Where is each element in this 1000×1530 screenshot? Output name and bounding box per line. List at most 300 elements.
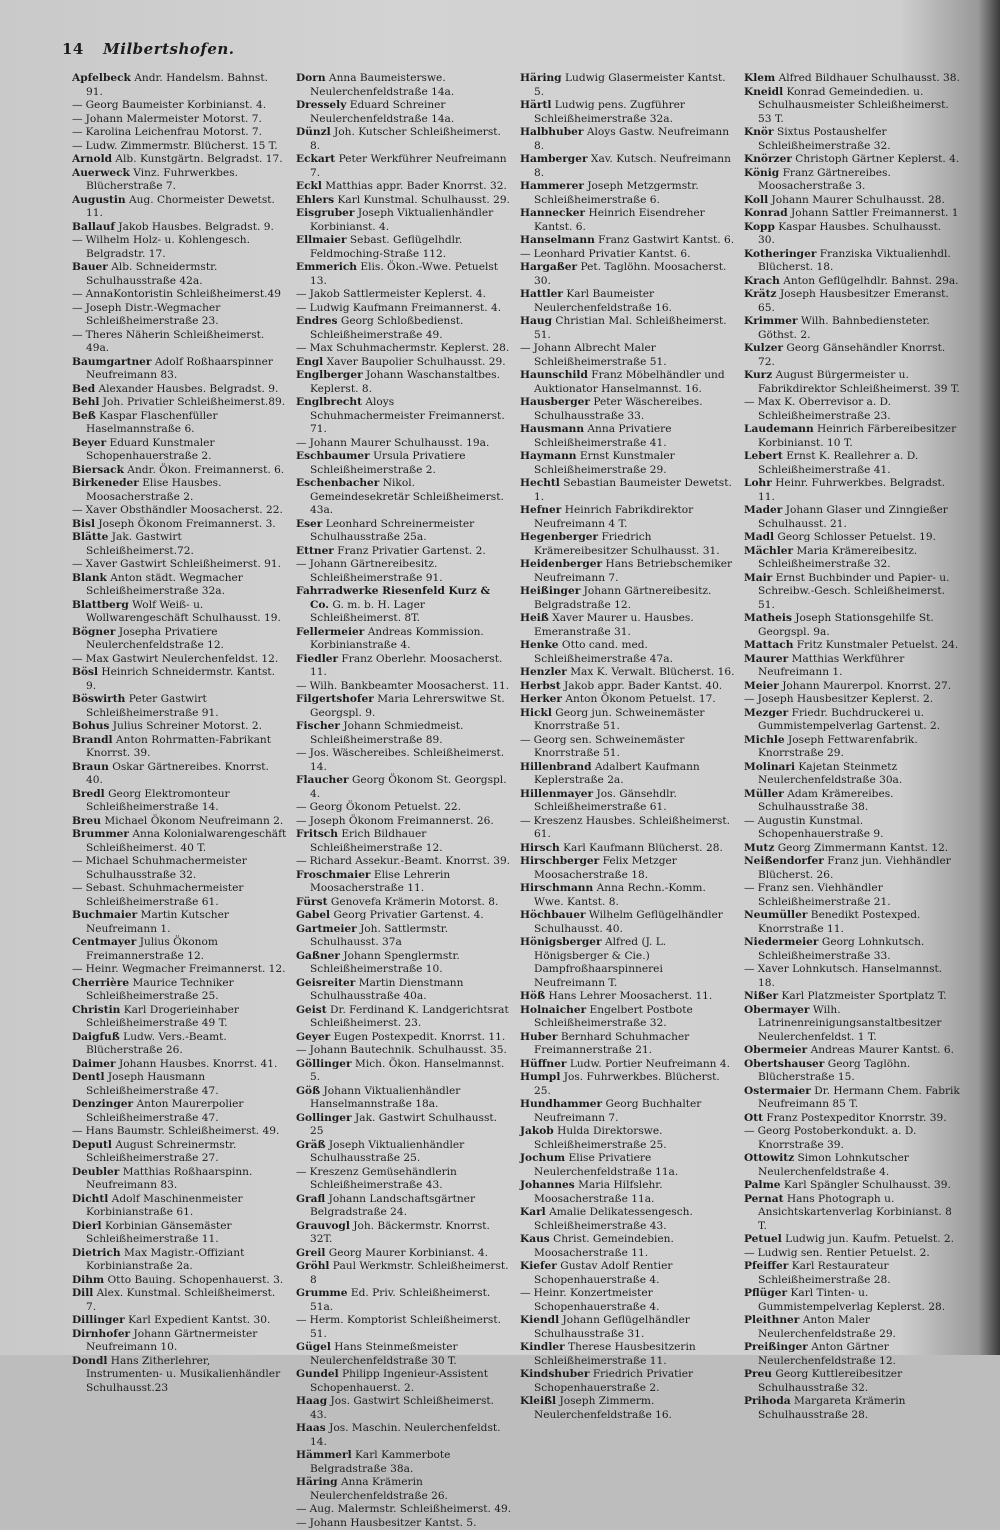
directory-entry [744, 126, 960, 153]
directory-entry [744, 788, 960, 815]
entry-surname: Dietrich [72, 1247, 121, 1259]
entry-surname: Dihm [72, 1274, 104, 1286]
entry-surname: Dünzl [296, 126, 331, 138]
directory-entry [296, 1004, 512, 1031]
entry-surname: Dondl [72, 1355, 107, 1367]
directory-entry [744, 1193, 960, 1234]
directory-entry [72, 261, 288, 288]
directory-entry [296, 680, 512, 694]
directory-entry [72, 788, 288, 815]
directory-entry [520, 234, 736, 248]
directory-entry [744, 504, 960, 531]
directory-entry [520, 288, 736, 315]
directory-entry [296, 923, 512, 950]
repeat-name-dash: — [520, 342, 531, 354]
entry-details: Georg jun. Schweinemäster Knorrstraße 51. [534, 707, 704, 733]
entry-surname: Lebert [744, 450, 783, 462]
entry-details: Mich. Ökon. Hanselmannst. 5. [310, 1058, 504, 1084]
entry-details: Oskar Gärtnereibes. Knorrst. 40. [86, 761, 269, 787]
entry-surname: Huber [520, 1031, 557, 1043]
entry-surname: Hundhammer [520, 1098, 602, 1110]
entry-surname: Gollinger [296, 1112, 352, 1124]
entry-details: Elise Hausbes. Moosacherstraße 2. [86, 477, 221, 503]
entry-details: Georg Zimmermann Kantst. 12. [778, 842, 948, 854]
entry-details: Wilh. Bahnbediensteter. Göthst. 2. [758, 315, 930, 341]
entry-surname: Kiefer [520, 1260, 557, 1272]
repeat-name-dash: — [296, 288, 307, 300]
directory-entry [296, 1112, 512, 1139]
entry-surname: Göllinger [296, 1058, 352, 1070]
entry-details: Xaver Maurer u. Hausbes. Emeranstraße 31. [534, 612, 694, 638]
entry-details: Johann Hausbesitzer Kantst. 5. [310, 1517, 477, 1529]
entry-details: Jos. Maschin. Neulerchenfeldst. 14. [310, 1422, 501, 1448]
directory-entry [744, 531, 960, 545]
directory-entry [744, 315, 960, 342]
entry-details: Elise Lehrerin Moosacherstraße 11. [310, 869, 450, 895]
entry-details: Anton Maler Neulerchenfeldstraße 29. [758, 1314, 896, 1340]
entry-details: Franz jun. Viehhändler Blücherst. 26. [758, 855, 951, 881]
entry-details: Joh. Privatier Schleißheimerst.89. [103, 396, 285, 408]
directory-entry [520, 504, 736, 531]
directory-entry [744, 1125, 960, 1152]
repeat-name-dash: — [520, 248, 531, 260]
directory-entry [520, 1125, 736, 1152]
entry-details: Richard Assekur.-Beamt. Knorrst. 39. [310, 855, 510, 867]
entry-details: Heinr. Fuhrwerkbes. Belgradst. 11. [758, 477, 945, 503]
directory-entry [296, 153, 512, 180]
directory-entry [72, 1314, 288, 1328]
entry-surname: Kindshuber [520, 1368, 589, 1380]
entry-details: Johann Spenglermstr. Schleißheimerstraße 10. [310, 950, 460, 976]
entry-surname: Englbrecht [296, 396, 362, 408]
entry-details: Joseph Fettwarenfabrik. Knorrstraße 29. [758, 734, 918, 760]
entry-details: Therese Hausbesitzerin Schleißheimerstraße 11. [534, 1341, 696, 1367]
entry-surname: Heidenberger [520, 558, 602, 570]
entry-details: Kreszenz Hausbes. Schleißheimerst. 61. [534, 815, 730, 841]
directory-entry [72, 936, 288, 963]
directory-entry [296, 518, 512, 545]
directory-entry [744, 1395, 960, 1422]
entry-details: Georg Maurer Korbinianst. 4. [329, 1247, 488, 1259]
entry-surname: Bredl [72, 788, 105, 800]
entry-details: Joseph Viktualienhändler Schulhausstraße 25. [310, 1139, 464, 1165]
entry-surname: Hefner [520, 504, 561, 516]
entry-surname: Grumme [296, 1287, 348, 1299]
entry-surname: Konrad [744, 207, 788, 219]
entry-surname: Hirschmann [520, 882, 593, 894]
entry-details: Eduard Schreiner Neulerchenfeldstraße 14a. [310, 99, 454, 125]
entry-surname: Pleithner [744, 1314, 799, 1326]
entry-details: Erich Bildhauer Schleißheimerstraße 12. [310, 828, 443, 854]
entry-details: Korbinian Gänsemäster Schleißheimerstraße 11. [86, 1220, 232, 1246]
directory-entry [296, 855, 512, 869]
entry-details: Franz Möbelhändler und Auktionator Hanselmannst. 16. [534, 369, 725, 395]
repeat-name-dash: — [296, 680, 307, 692]
entry-surname: Biersack [72, 464, 124, 476]
column-1 [72, 72, 288, 1342]
directory-entry [296, 207, 512, 234]
repeat-name-dash: — [72, 653, 83, 665]
entry-details: Adalbert Kaufmann Keplerstraße 2a. [534, 761, 700, 787]
directory-entry [72, 1193, 288, 1220]
entry-details: Andr. Ökon. Freimannerst. 6. [127, 464, 284, 476]
entry-details: Friedrich Krämereibesitzer Schulhausst. 31. [534, 531, 720, 557]
directory-entry [296, 747, 512, 774]
directory-entry [744, 396, 960, 423]
entry-details: Friedrich Privatier Schopenhauerstraße 2. [534, 1368, 693, 1394]
entry-details: Karl Tinten- u. Gummistempelverlag Keplerst. 28. [758, 1287, 945, 1313]
entry-details: Karl Kunstmal. Schulhausst. 29. [337, 194, 509, 206]
repeat-name-dash: — [72, 113, 83, 125]
repeat-name-dash: — [744, 815, 755, 827]
directory-entry [72, 464, 288, 478]
entry-details: Karl Spängler Schulhausst. 39. [784, 1179, 951, 1191]
directory-entry [744, 963, 960, 990]
entry-surname: Matheis [744, 612, 792, 624]
directory-entry [296, 1517, 512, 1530]
entry-details: Franz sen. Viehhändler Schleißheimerstraße 21. [758, 882, 891, 908]
repeat-name-dash: — [744, 396, 755, 408]
entry-surname: Eser [296, 518, 322, 530]
directory-entry [744, 288, 960, 315]
entry-surname: Eisgruber [296, 207, 354, 219]
directory-entry [744, 572, 960, 613]
repeat-name-dash: — [296, 801, 307, 813]
entry-surname: Denzinger [72, 1098, 133, 1110]
entry-details: Karl Kaufmann Blücherst. 28. [563, 842, 723, 854]
directory-entry [296, 1139, 512, 1166]
entry-details: Hans Lehrer Moosacherst. 11. [549, 990, 713, 1002]
entry-details: Xaver Baupolier Schulhausst. 29. [327, 356, 506, 368]
entry-surname: Maurer [744, 653, 788, 665]
entry-details: Aloys Schuhmachermeister Freimannerst. 71. [310, 396, 505, 435]
entry-surname: Prihoda [744, 1395, 791, 1407]
repeat-name-dash: — [296, 342, 307, 354]
entry-details: Karl Expedient Kantst. 30. [128, 1314, 270, 1326]
entry-surname: Gröhl [296, 1260, 329, 1272]
directory-entry [744, 207, 960, 221]
directory-entry [520, 788, 736, 815]
entry-details: Joseph Metzgermstr. Schleißheimerstraße 6. [534, 180, 699, 206]
directory-entry [520, 680, 736, 694]
entry-details: Jak. Gastwirt Schulhausst. 25 [310, 1112, 497, 1138]
entry-surname: Haymann [520, 450, 577, 462]
entry-details: Ludw. Vers.-Beamt. Blücherstraße 26. [86, 1031, 227, 1057]
repeat-name-dash: — [72, 1125, 83, 1137]
directory-entry [296, 720, 512, 747]
entry-details: Jos. Gastwirt Schleißheimerst. 43. [310, 1395, 494, 1421]
entry-surname: Haunschild [520, 369, 588, 381]
entry-details: Kaspar Hausbes. Schulhausst. 30. [758, 221, 941, 247]
directory-entry [296, 801, 512, 815]
entry-details: Paul Werkmstr. Schleißheimerst. 8 [310, 1260, 509, 1286]
entry-details: Pet. Taglöhn. Moosacherst. 30. [534, 261, 726, 287]
repeat-name-dash: — [296, 1166, 307, 1178]
directory-entry [744, 1085, 960, 1112]
entry-surname: Eschenbacher [296, 477, 379, 489]
entry-details: Ludwig Kaufmann Freimannerst. 4. [310, 302, 502, 314]
directory-entry [744, 1044, 960, 1058]
repeat-name-dash: — [744, 1247, 755, 1259]
directory-entry [72, 558, 288, 572]
entry-details: Anton städt. Wegmacher Schleißheimerstraße 32a. [86, 572, 243, 598]
entry-surname: Daigfuß [72, 1031, 120, 1043]
entry-surname: Eckart [296, 153, 335, 165]
entry-details: Jak. Gastwirt Schleißheimerst.72. [86, 531, 194, 557]
repeat-name-dash: — [72, 329, 83, 341]
entry-surname: Hüffner [520, 1058, 566, 1070]
entry-surname: Behl [72, 396, 99, 408]
entry-surname: Mader [744, 504, 782, 516]
entry-surname: Ballauf [72, 221, 115, 233]
directory-entry [520, 936, 736, 990]
directory-entry [520, 126, 736, 153]
entry-details: Johann Bautechnik. Schulhausst. 35. [310, 1044, 507, 1056]
entry-details: Julius Schreiner Motorst. 2. [113, 720, 262, 732]
directory-entry [72, 72, 288, 99]
entry-surname: Hickl [520, 707, 552, 719]
repeat-name-dash: — [744, 882, 755, 894]
entry-details: Peter Wäschereibes. Schulhausstraße 33. [534, 396, 703, 422]
entry-surname: Engl [296, 356, 323, 368]
entry-surname: Kneidl [744, 86, 783, 98]
directory-entry [744, 545, 960, 572]
entry-details: Jos. Gänsehdlr. Schleißheimerstraße 61. [534, 788, 677, 814]
entry-details: Adolf Maschinenmeister Korbinianstraße 61. [86, 1193, 243, 1219]
entry-surname: Pernat [744, 1193, 783, 1205]
directory-entry [520, 761, 736, 788]
entry-surname: König [744, 167, 779, 179]
entry-details: Max Magistr.-Offiziant Korbinianstraße 2a. [86, 1247, 244, 1273]
entry-surname: Hechtl [520, 477, 560, 489]
directory-entry [72, 572, 288, 599]
entry-details: Martin Kutscher Neufreimann 1. [86, 909, 229, 935]
entry-details: Anton Geflügelhdlr. Bahnst. 29a. [783, 275, 958, 287]
entry-details: Amalie Delikatessengesch. Schleißheimerstraße 43. [534, 1206, 693, 1232]
entry-surname: Greil [296, 1247, 325, 1259]
entry-details: Kaspar Flaschenfüller Haselmannstraße 6. [86, 410, 218, 436]
entry-surname: Laudemann [744, 423, 814, 435]
directory-entry [72, 1031, 288, 1058]
directory-entry [520, 585, 736, 612]
entry-surname: Ellmaier [296, 234, 347, 246]
directory-entry [520, 1368, 736, 1395]
entry-surname: Bohus [72, 720, 109, 732]
entry-details: Michael Ökonom Neufreimann 2. [104, 815, 283, 827]
entry-surname: Henke [520, 639, 559, 651]
directory-entry [72, 761, 288, 788]
directory-entry [296, 315, 512, 342]
entry-surname: Henzler [520, 666, 567, 678]
page-place-title: Milbertshofen. [103, 40, 234, 58]
entry-details: Felix Metzger Moosacherstraße 18. [534, 855, 677, 881]
directory-entry [744, 248, 960, 275]
entry-surname: Beyer [72, 437, 106, 449]
directory-entry [72, 977, 288, 1004]
entry-details: Matthias appr. Bader Knorrst. 32. [325, 180, 507, 192]
directory-entry [744, 167, 960, 194]
entry-details: Leonhard Privatier Kantst. 6. [534, 248, 691, 260]
directory-entry [520, 248, 736, 262]
directory-entry [744, 1247, 960, 1261]
entry-surname: Mächler [744, 545, 793, 557]
directory-entry [72, 302, 288, 329]
entry-details: Karl Baumeister Neulerchenfeldstraße 16. [534, 288, 672, 314]
entry-details: Joh. Kutscher Schleißheimerst. 8. [310, 126, 501, 152]
entry-surname: Preu [744, 1368, 772, 1380]
entry-surname: Müller [744, 788, 784, 800]
entry-details: Sebast. Schuhmachermeister Schleißheimerstraße 61. [86, 882, 244, 908]
repeat-name-dash: — [296, 747, 307, 759]
directory-entry [72, 1328, 288, 1355]
repeat-name-dash: — [72, 558, 83, 570]
entry-details: Heinr. Wegmacher Freimannerst. 12. [86, 963, 286, 975]
directory-entry [744, 1341, 960, 1368]
repeat-name-dash: — [520, 815, 531, 827]
directory-entry [72, 383, 288, 397]
entry-surname: Krach [744, 275, 780, 287]
directory-entry [520, 180, 736, 207]
directory-columns [72, 72, 962, 1342]
directory-entry [72, 356, 288, 383]
directory-entry [296, 1503, 512, 1517]
book-spine-edge [978, 0, 1000, 1355]
entry-surname: Herker [520, 693, 562, 705]
directory-entry [744, 342, 960, 369]
entry-details: Andreas Kommission. Korbinianstraße 4. [310, 626, 484, 652]
entry-surname: Humpl [520, 1071, 560, 1083]
directory-entry [744, 450, 960, 477]
directory-entry [520, 693, 736, 707]
entry-details: Alb. Kunstgärtn. Belgradst. 17. [115, 153, 282, 165]
directory-entry [520, 612, 736, 639]
entry-details: Joseph Distr.-Wegmacher Schleißheimerstraße 23. [86, 302, 221, 328]
directory-entry [520, 707, 736, 734]
entry-details: Johann Gärtnereibesitz. Schleißheimerstraße 91. [310, 558, 443, 584]
entry-details: Joh. Sattlermstr. Schulhausst. 37a [310, 923, 448, 949]
entry-surname: Hillenmayer [520, 788, 593, 800]
entry-surname: Grafl [296, 1193, 325, 1205]
entry-surname: Neumüller [744, 909, 807, 921]
entry-surname: Jochum [520, 1152, 565, 1164]
entry-surname: Häring [296, 1476, 338, 1488]
entry-details: Joh. Bäckermstr. Knorrst. 32T. [310, 1220, 490, 1246]
directory-entry [296, 288, 512, 302]
entry-details: Georg Lohnkutsch. Schleißheimerstraße 33. [758, 936, 924, 962]
entry-details: Hans Steinmeßmeister Neulerchenfeldstraße 30 T. [310, 1341, 458, 1367]
entry-details: AnnaKontoristin Schleißheimerst.49 [86, 288, 281, 300]
entry-surname: Hattler [520, 288, 563, 300]
directory-entry [744, 693, 960, 707]
directory-entry [520, 882, 736, 909]
entry-details: Max Schuhmachermstr. Keplerst. 28. [310, 342, 510, 354]
entry-details: Anton Gärtner Neulerchenfeldstraße 12. [758, 1341, 896, 1367]
directory-entry [744, 369, 960, 396]
entry-surname: Petuel [744, 1233, 782, 1245]
entry-surname: Arnold [72, 153, 112, 165]
directory-entry [744, 936, 960, 963]
repeat-name-dash: — [296, 302, 307, 314]
entry-surname: Ott [744, 1112, 763, 1124]
entry-surname: Geyer [296, 1031, 330, 1043]
directory-entry [296, 1476, 512, 1503]
repeat-name-dash: — [744, 963, 755, 975]
entry-surname: Böswirth [72, 693, 125, 705]
entry-details: Anton Maurerpolier Schleißheimerstraße 47. [86, 1098, 243, 1124]
entry-surname: Hannecker [520, 207, 585, 219]
repeat-name-dash: — [72, 140, 83, 152]
entry-details: Wolf Weiß- u. Wollwarengeschäft Schulhausst. 19. [86, 599, 281, 625]
entry-details: Martin Dienstmann Schulhausstraße 40a. [310, 977, 463, 1003]
entry-details: Hans Betriebschemiker Neufreimann 7. [534, 558, 732, 584]
entry-surname: Niedermeier [744, 936, 818, 948]
entry-details: Wilhelm Holz- u. Kohlengesch. Belgradstr. 17. [86, 234, 250, 260]
directory-entry [296, 1314, 512, 1341]
entry-details: Johann Albrecht Maler Schleißheimerstraße 51. [534, 342, 667, 368]
entry-surname: Hönigsberger [520, 936, 602, 948]
entry-details: Anna Rechn.-Komm. Wwe. Kantst. 8. [534, 882, 706, 908]
directory-entry [520, 369, 736, 396]
entry-surname: Hargaßer [520, 261, 577, 273]
entry-details: Joseph Stationsgehilfe St. Georgspl. 9a. [758, 612, 934, 638]
entry-details: Nikol. Gemeindesekretär Schleißheimerst. 43a. [310, 477, 504, 516]
entry-details: Alfred Bildhauer Schulhausst. 38. [779, 72, 960, 84]
entry-details: Engelbert Postbote Schleißheimerstraße 32. [534, 1004, 693, 1030]
directory-entry [72, 1058, 288, 1072]
directory-entry [296, 896, 512, 910]
directory-entry [520, 1031, 736, 1058]
entry-details: Alexander Hausbes. Belgradst. 9. [98, 383, 278, 395]
entry-surname: Krätz [744, 288, 777, 300]
directory-entry [296, 1341, 512, 1368]
entry-surname: Häring [520, 72, 562, 84]
entry-surname: Obermayer [744, 1004, 810, 1016]
directory-entry [520, 315, 736, 342]
entry-surname: Michle [744, 734, 785, 746]
entry-details: Theres Näherin Schleißheimerst. 49a. [86, 329, 265, 355]
entry-details: Georg Elektromonteur Schleißheimerstraße 14. [86, 788, 230, 814]
directory-entry [72, 720, 288, 734]
directory-entry [72, 653, 288, 667]
entry-surname: Ehlers [296, 194, 334, 206]
directory-entry [296, 437, 512, 451]
directory-entry [744, 72, 960, 86]
directory-entry [296, 126, 512, 153]
entry-surname: Dichtl [72, 1193, 108, 1205]
entry-details: Ludwig pens. Zugführer Schleißheimerstraße 32a. [534, 99, 685, 125]
entry-details: Kreszenz Gemüsehändlerin Schleißheimerstraße 43. [310, 1166, 457, 1192]
entry-surname: Heißinger [520, 585, 580, 597]
directory-entry [296, 342, 512, 356]
entry-surname: Bisl [72, 518, 95, 530]
entry-details: Johann Geflügelhändler Schulhausstraße 31. [534, 1314, 690, 1340]
entry-surname: Hegenberger [520, 531, 598, 543]
directory-entry [520, 1004, 736, 1031]
entry-details: Georg Schlosser Petuelst. 19. [777, 531, 936, 543]
repeat-name-dash: — [72, 234, 83, 246]
directory-entry [744, 734, 960, 761]
directory-entry [296, 396, 512, 437]
entry-surname: Gundel [296, 1368, 339, 1380]
directory-entry [72, 1247, 288, 1274]
entry-surname: Jakob [520, 1125, 554, 1137]
directory-entry [744, 1368, 960, 1395]
repeat-name-dash: — [72, 855, 83, 867]
entry-surname: Brandl [72, 734, 113, 746]
entry-details: Jos. Wäschereibes. Schleißheimerst. 14. [310, 747, 505, 773]
entry-details: Maria Krämereibesitz. Schleißheimerstraße 32. [758, 545, 917, 571]
directory-entry [72, 963, 288, 977]
